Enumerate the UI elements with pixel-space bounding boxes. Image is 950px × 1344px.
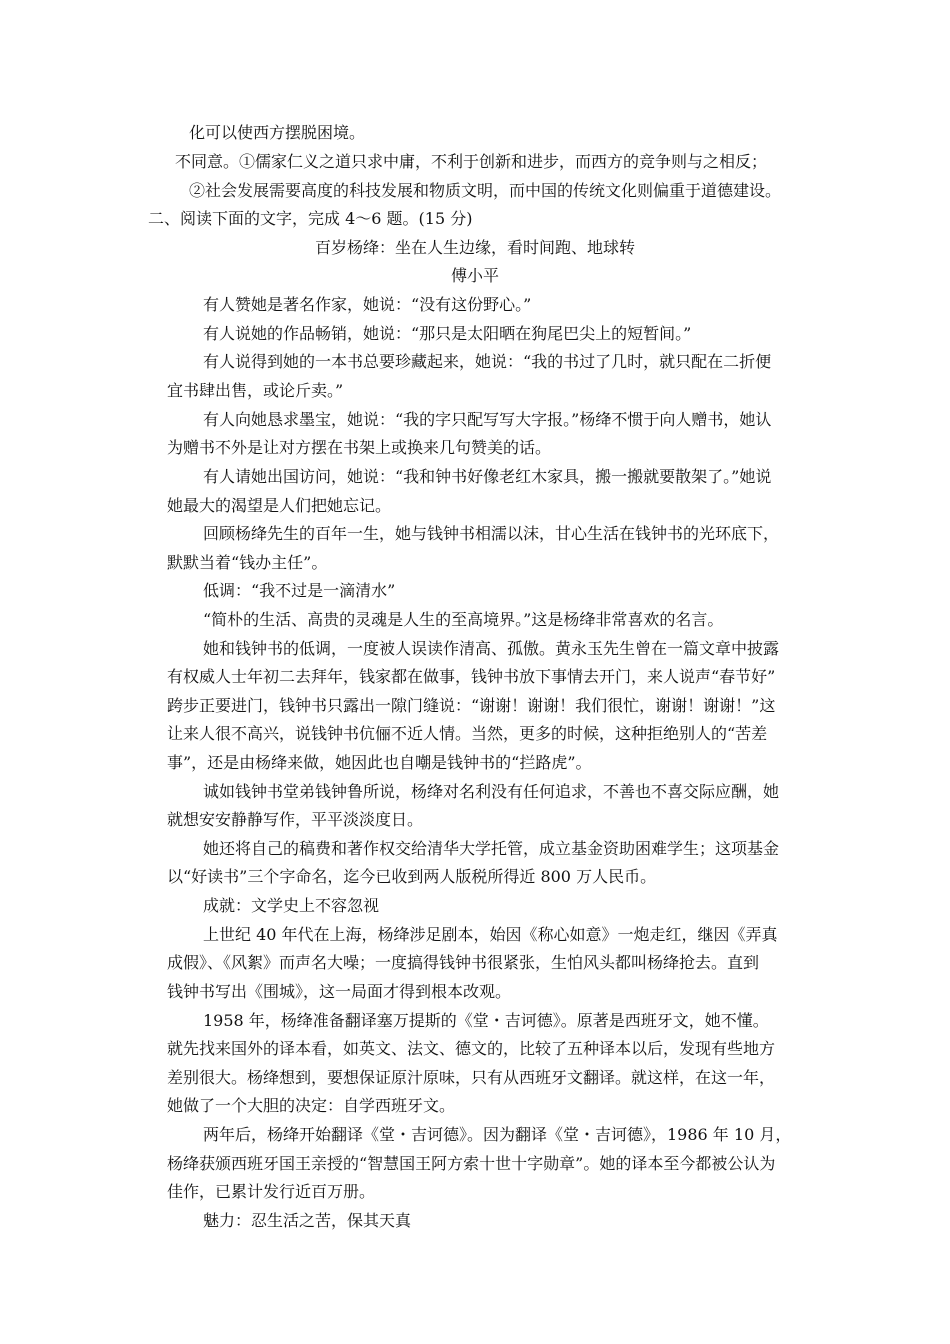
- text-line: 差别很大。杨绛想到，要想保证原汁原味，只有从西班牙文翻译。就这样，在这一年，: [167, 1068, 776, 1087]
- text-line: “简朴的生活、高贵的灵魂是人生的至高境界。”这是杨绛非常喜欢的名言。: [203, 610, 724, 629]
- article-title: 百岁杨绛：坐在人生边缘，看时间跑、地球转: [314, 238, 635, 257]
- text-line: 以“好读书”三个字命名，迄今已收到两人版税所得近 800 万人民币。: [167, 867, 657, 886]
- text-line: 诚如钱钟书堂弟钱钟鲁所说，杨绛对名利没有任何追求，不善也不喜交际应酬，她: [203, 782, 780, 801]
- text-line: 她做了一个大胆的决定：自学西班牙文。: [167, 1096, 456, 1115]
- text-line: 成假》、《风絮》而声名大噪；一度搞得钱钟书很紧张，生怕风头都叫杨绛抢去。直到: [167, 953, 760, 972]
- text-line: 有人赞她是著名作家，她说：“没有这份野心。”: [203, 295, 532, 314]
- text-line: 两年后，杨绛开始翻译《堂・吉诃德》。因为翻译《堂・吉诃德》，1986 年 10 月，: [203, 1125, 792, 1144]
- section-heading: 二、阅读下面的文字，完成 4～6 题。(15 分): [148, 209, 473, 228]
- subheading: 低调：“我不过是一滴清水”: [203, 581, 396, 600]
- article-author: 傅小平: [450, 266, 499, 285]
- text-line: 回顾杨绛先生的百年一生，她与钱钟书相濡以沫，甘心生活在钱钟书的光环底下，: [203, 524, 780, 543]
- text-line: 她还将自己的稿费和著作权交给清华大学托管，成立基金资助困难学生；这项基金: [203, 839, 780, 858]
- text-line: 化可以使西方摆脱困境。: [189, 123, 366, 142]
- text-line: 她最大的渴望是人们把她忘记。: [167, 496, 392, 515]
- text-line: 1958 年，杨绛准备翻译塞万提斯的《堂・吉诃德》。原著是西班牙文，她不懂。: [203, 1011, 769, 1030]
- text-line: 让来人很不高兴，说钱钟书伉俪不近人情。当然，更多的时候，这种拒绝别人的“苦差: [167, 724, 768, 743]
- text-line: 跨步正要进门，钱钟书只露出一隙门缝说：“谢谢！谢谢！我们很忙，谢谢！谢谢！”这: [167, 696, 776, 715]
- text-line: 有人说她的作品畅销，她说：“那只是太阳晒在狗尾巴尖上的短暂间。”: [203, 324, 692, 343]
- text-line: 有人请她出国访问，她说：“我和钟书好像老红木家具，搬一搬就要散架了。”她说: [203, 467, 772, 486]
- text-line: 就先找来国外的译本看，如英文、法文、德文的，比较了五种译本以后，发现有些地方: [167, 1039, 776, 1058]
- subheading: 成就：文学史上不容忽视: [203, 896, 380, 915]
- text-line: 钱钟书写出《围城》，这一局面才得到根本改观。: [167, 982, 512, 1001]
- text-line: 有人说得到她的一本书总要珍藏起来，她说：“我的书过了几时，就只配在二折便: [203, 352, 772, 371]
- text-line: 就想安安静静写作，平平淡淡度日。: [167, 810, 424, 829]
- text-line: 宜书肆出售，或论斤卖。”: [167, 381, 344, 400]
- text-line: ②社会发展需要高度的科技发展和物质文明，而中国的传统文化则偏重于道德建设。: [189, 181, 782, 200]
- text-line: 杨绛获颁西班牙国王亲授的“智慧国王阿方索十世十字勋章”。她的译本至今都被公认为: [167, 1154, 776, 1173]
- text-line: 默默当着“钱办主任”。: [167, 553, 328, 572]
- text-line: 佳作，已累计发行近百万册。: [167, 1182, 376, 1201]
- subheading: 魅力：忍生活之苦，保其天真: [203, 1211, 412, 1230]
- text-line: 有人向她恳求墨宝，她说：“我的字只配写写大字报。”杨绛不惯于向人赠书，她认: [203, 410, 772, 429]
- text-line: 有权威人士年初二去拜年，钱家都在做事，钱钟书放下事情去开门，来人说声“春节好”: [167, 667, 776, 686]
- text-line: 为赠书不外是让对方摆在书架上或换来几句赞美的话。: [167, 438, 552, 457]
- text-line: 上世纪 40 年代在上海，杨绛涉足剧本，始因《称心如意》一炮走红，继因《弄真: [203, 925, 778, 944]
- text-line: 她和钱钟书的低调，一度被人误读作清高、孤傲。黄永玉先生曾在一篇文章中披露: [203, 639, 780, 658]
- text-line: 事”，还是由杨绛来做，她因此也自嘲是钱钟书的“拦路虎”。: [167, 753, 592, 772]
- text-line: 不同意。①儒家仁义之道只求中庸，不利于创新和进步，而西方的竞争则与之相反；: [175, 152, 768, 171]
